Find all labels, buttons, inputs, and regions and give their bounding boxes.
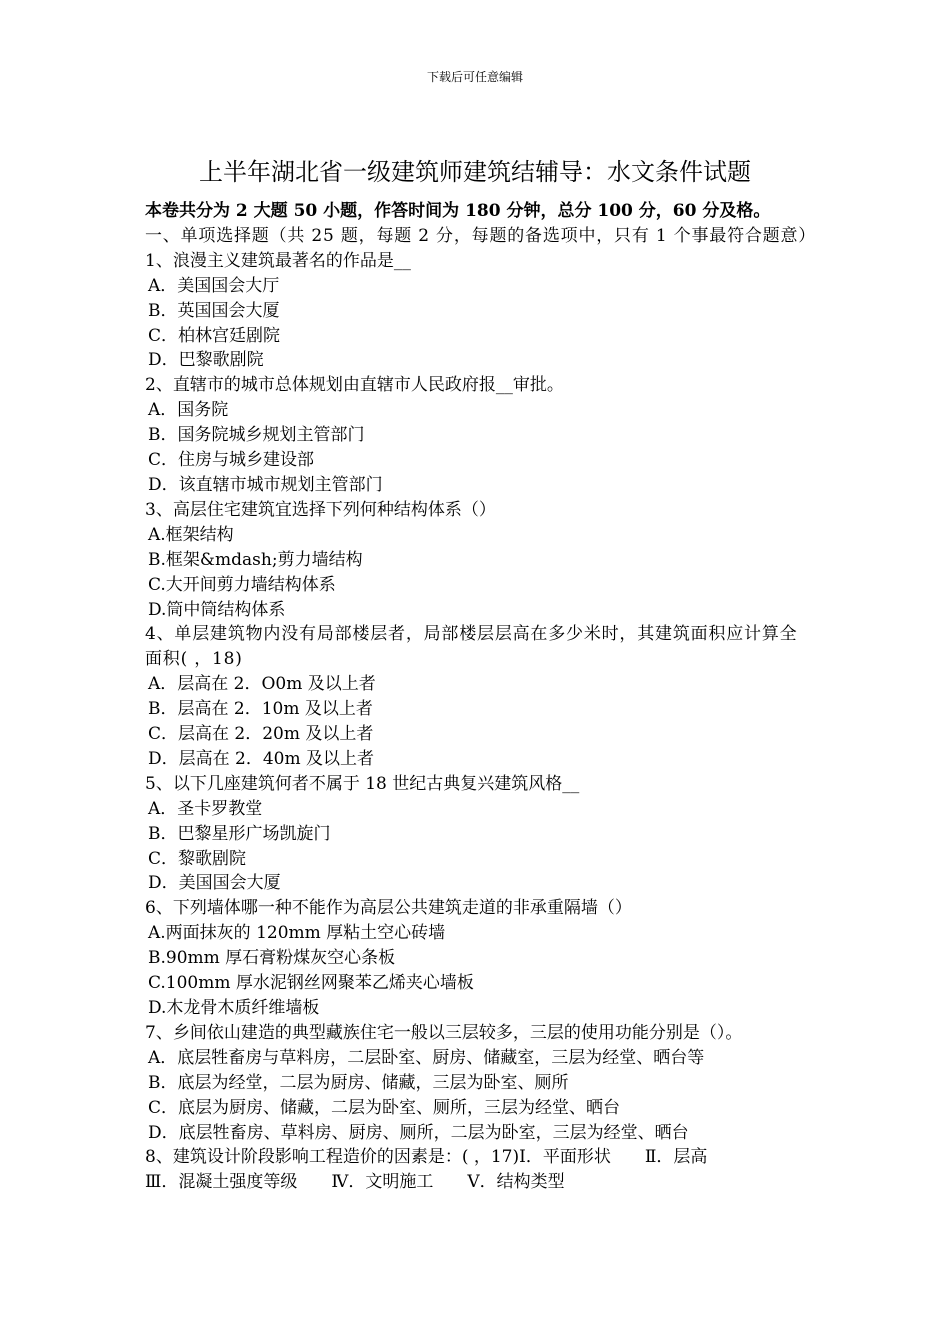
question-text: 6、下列墙体哪一种不能作为高层公共建筑走道的非承重隔墙（）	[145, 898, 632, 919]
option-c: C．层高在 2．20m 及以上者	[148, 724, 374, 745]
section-heading: 一、单项选择题（共 25 题，每题 2 分，每题的备选项中，只有 1 个事最符合题意）	[145, 225, 817, 246]
option-a: A．底层牲畜房与草料房，二层卧室、厨房、储藏室，三层为经堂、晒台等	[148, 1047, 705, 1068]
question-8	[145, 1145, 815, 1195]
option-a: A.框架结构	[148, 524, 234, 545]
question-text: 5、以下几座建筑何者不属于 18 世纪古典复兴建筑风格__	[145, 773, 580, 794]
question-text: 2、直辖市的城市总体规划由直辖市人民政府报__审批。	[145, 375, 564, 396]
option-d: D.木龙骨木质纤维墙板	[148, 998, 320, 1018]
option-b: B．国务院城乡规划主管部门	[148, 425, 365, 446]
intro-text: 本卷共分为 2 大题 50 小题，作答时间为 180 分钟，总分 100 分，60 分及格。	[145, 201, 771, 221]
question-2	[145, 373, 815, 498]
option-c: C.大开间剪力墙结构体系	[148, 574, 336, 595]
option-a: A．层高在 2．O0m 及以上者	[148, 674, 376, 695]
option-b: B．层高在 2．10m 及以上者	[148, 699, 373, 720]
option-c: C．黎歌剧院	[148, 848, 247, 869]
question-3	[145, 498, 815, 623]
question-text: 4、单层建筑物内没有局部楼层者，局部楼层层高在多少米时，其建筑面积应计算全面积( ，18)	[145, 624, 798, 670]
option-b: B.90mm 厚石膏粉煤灰空心条板	[148, 948, 396, 969]
option-b: B.框架&mdash;剪力墙结构	[148, 549, 363, 570]
document-body	[145, 199, 815, 1195]
option-c: C.100mm 厚水泥钢丝网聚苯乙烯夹心墙板	[148, 973, 474, 994]
option-d: D．巴黎歌剧院	[148, 350, 264, 371]
option-d: D．该直辖市城市规划主管部门	[148, 474, 383, 495]
question-1	[145, 249, 815, 374]
header-note: 下载后可任意编辑	[426, 70, 523, 84]
option-d: D．层高在 2．40m 及以上者	[148, 748, 375, 769]
option-d: D．美国国会大厦	[148, 873, 281, 894]
option-c: C．柏林宫廷剧院	[148, 325, 281, 346]
option-d: D.筒中筒结构体系	[148, 599, 286, 620]
option-a: A.两面抹灰的 120mm 厚粘土空心砖墙	[148, 923, 446, 944]
question-text: 1、浪漫主义建筑最著名的作品是__	[145, 250, 411, 271]
option-a: A．圣卡罗教堂	[148, 798, 263, 819]
option-b: B．英国国会大厦	[148, 300, 280, 321]
option-a: A．美国国会大厅	[148, 275, 280, 296]
option-c: C．底层为厨房、储藏，二层为卧室、厕所，三层为经堂、晒台	[148, 1097, 621, 1118]
question-7	[145, 1021, 815, 1146]
question-6	[145, 896, 815, 1021]
option-a: A．国务院	[148, 400, 229, 421]
question-5	[145, 772, 815, 897]
option-d: D．底层牲畜房、草料房、厨房、厕所，二层为卧室，三层为经堂、晒台	[148, 1122, 689, 1143]
question-text-continued: Ⅲ．混凝土强度等级 Ⅳ．文明施工 Ⅴ．结构类型	[145, 1172, 565, 1193]
page-title: 上半年湖北省一级建筑师建筑结辅导：水文条件试题	[199, 158, 751, 186]
option-c: C．住房与城乡建设部	[148, 450, 315, 471]
question-text: 8、建筑设计阶段影响工程造价的因素是：( ，17)Ⅰ．平面形状 Ⅱ．层高	[145, 1147, 708, 1168]
question-text: 7、乡间依山建造的典型藏族住宅一般以三层较多，三层的使用功能分别是（）。	[145, 1022, 743, 1043]
question-4	[145, 622, 815, 771]
option-b: B．底层为经堂，二层为厨房、储藏，三层为卧室、厕所	[148, 1072, 569, 1093]
option-b: B．巴黎星形广场凯旋门	[148, 823, 331, 844]
question-text: 3、高层住宅建筑宜选择下列何种结构体系（）	[145, 499, 496, 520]
